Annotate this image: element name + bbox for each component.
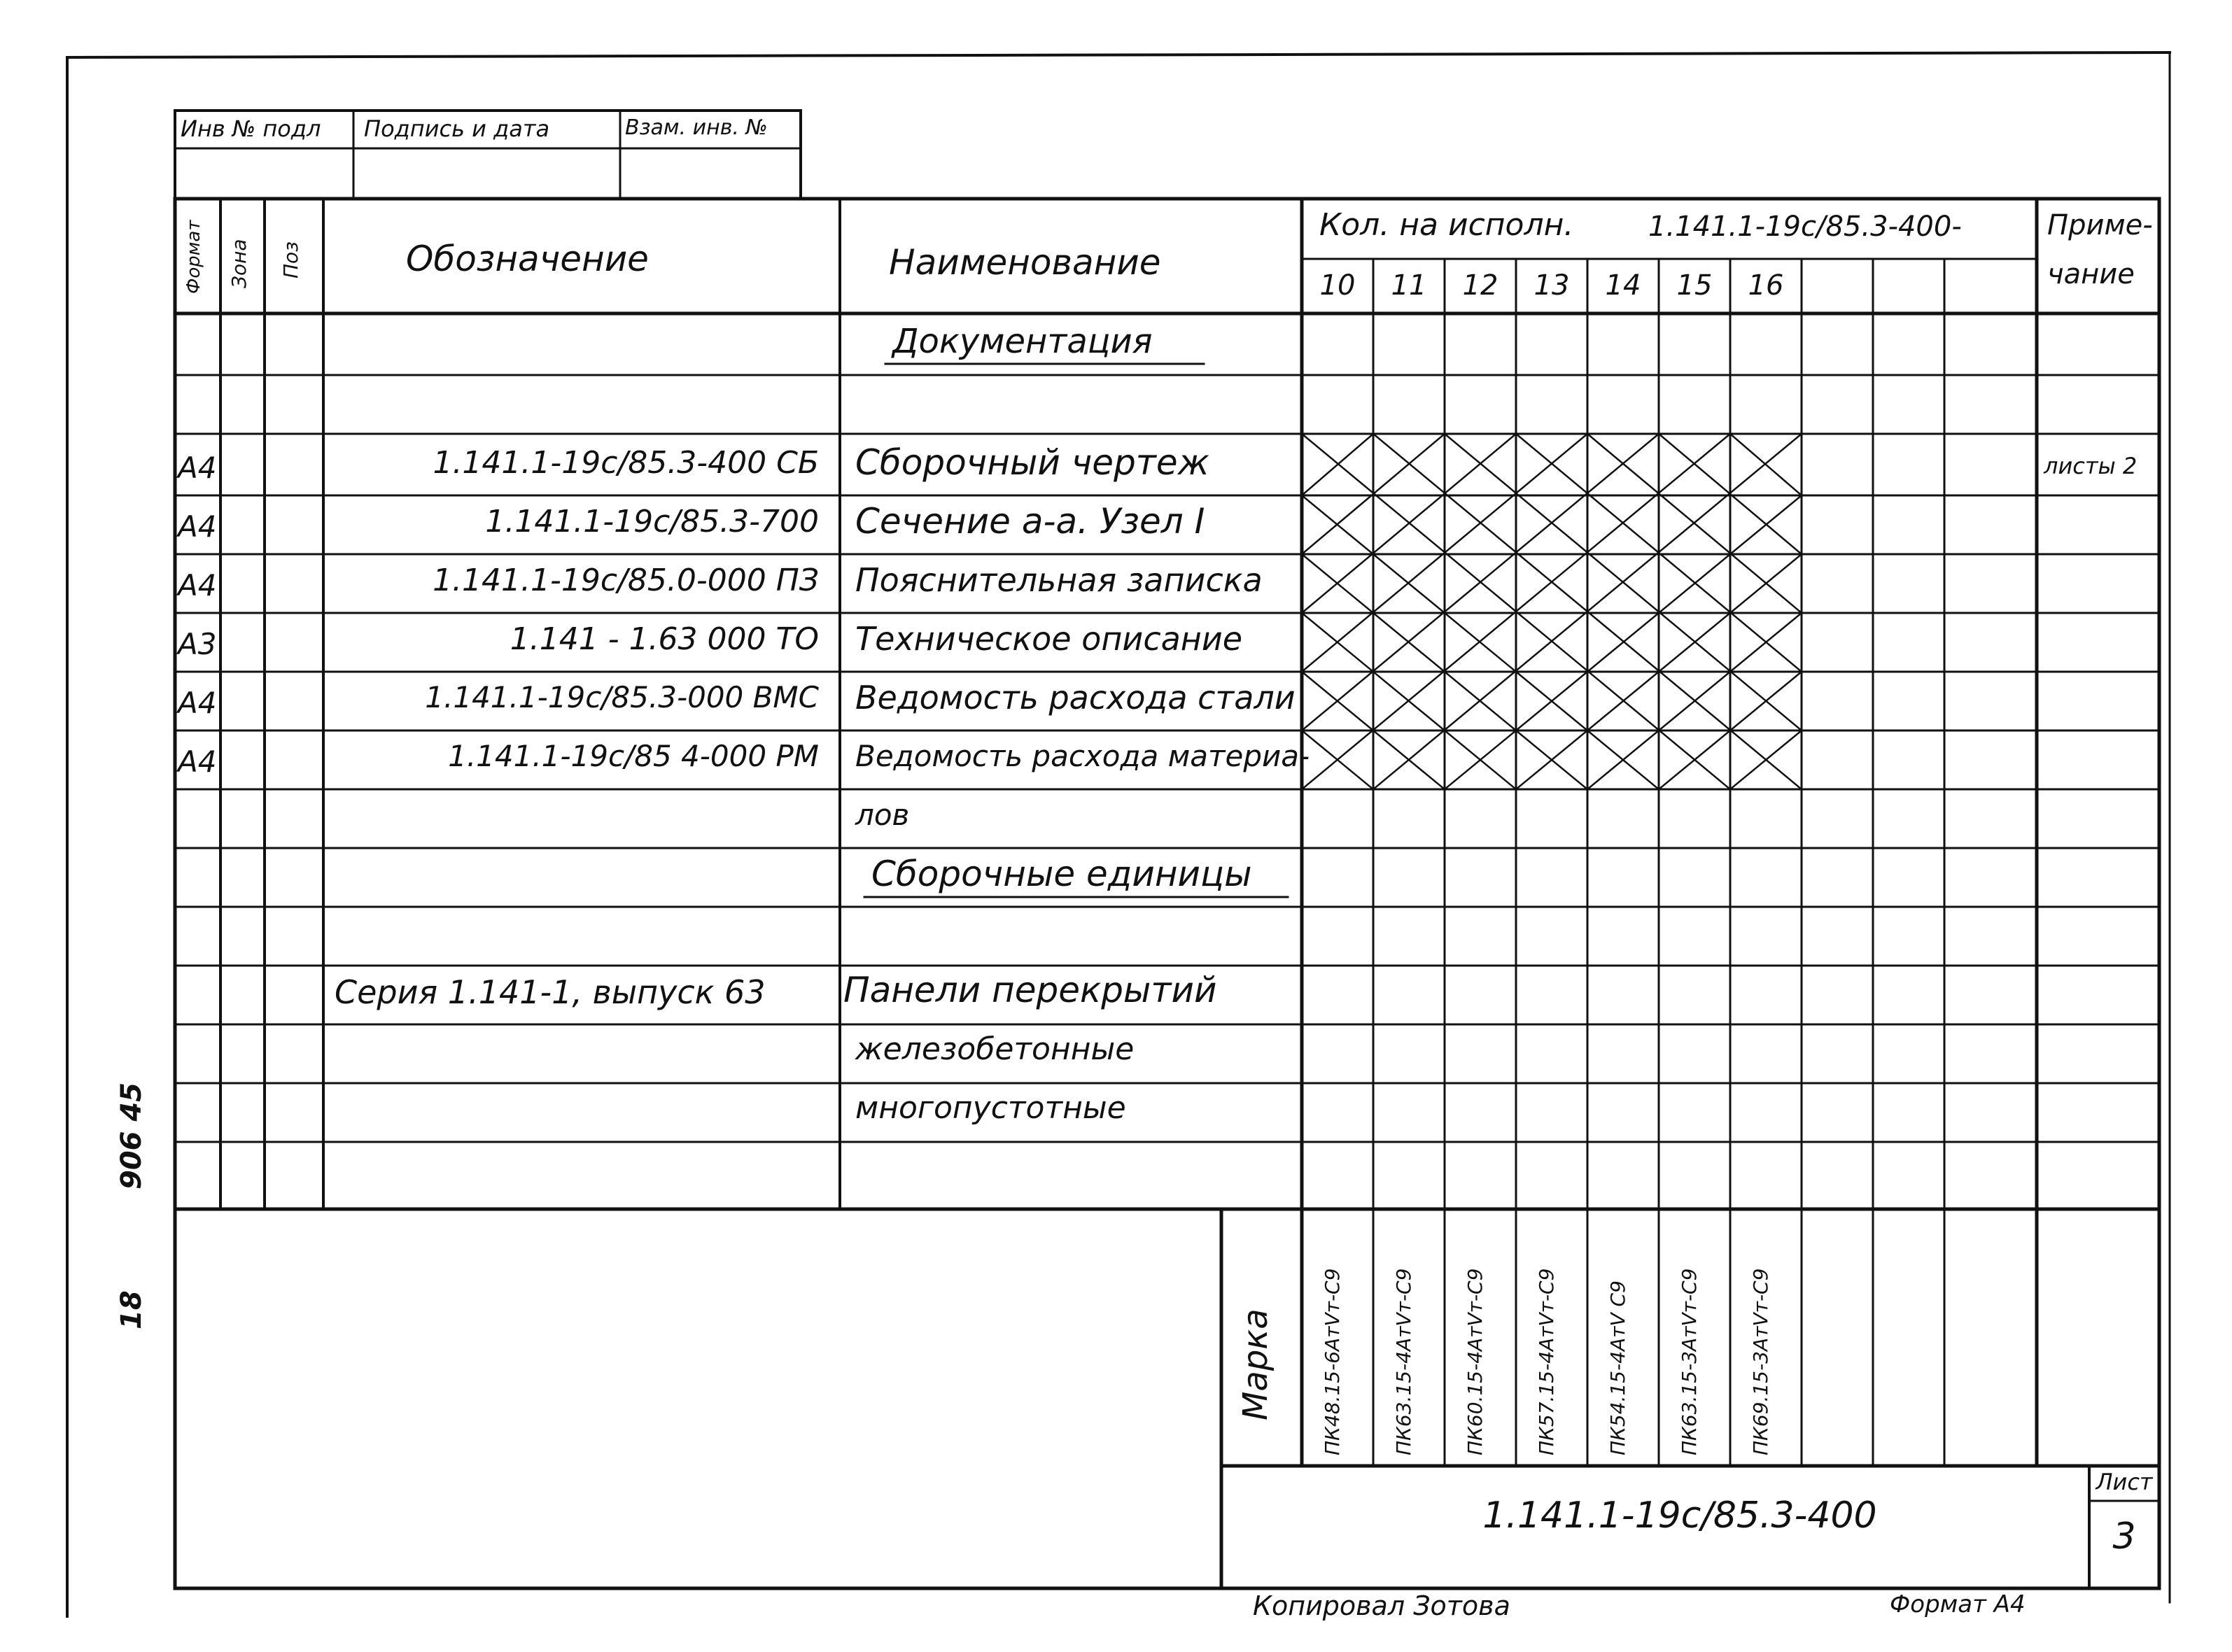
- stamp-replaced-inv: Взам. инв. №: [625, 115, 768, 140]
- row-format: А4: [178, 744, 217, 779]
- doc-code: 1.141.1-19с/85.3-400: [1482, 1495, 1877, 1537]
- margin-page: 18: [115, 1290, 148, 1329]
- row-format: А4: [178, 509, 217, 544]
- row-designation: 1.141.1-19с/85 4-000 РМ: [448, 739, 819, 773]
- row-designation: 1.141.1-19с/85.0-000 ПЗ: [433, 563, 819, 598]
- header-qty-code: 1.141.1-19с/85.3-400-: [1648, 211, 1962, 243]
- row-note: листы 2: [2044, 453, 2138, 479]
- sheet-number: 3: [2112, 1516, 2136, 1558]
- header-qty-title: Кол. на исполн.: [1319, 207, 1574, 243]
- row-name: Техническое описание: [855, 620, 1243, 658]
- row-designation: 1.141.1-19с/85.3-700: [485, 504, 819, 539]
- row-name: Сборочный чертеж: [855, 442, 1209, 483]
- series-name-line: железобетонные: [855, 1031, 1135, 1067]
- section-documentation: Документация: [892, 322, 1153, 361]
- header-zone: Зона: [227, 239, 251, 288]
- row-name: Пояснительная записка: [855, 561, 1263, 599]
- header-note-line2: чание: [2047, 258, 2135, 290]
- mark-item: ПК69.15-3АтVт-С9: [1749, 1268, 1772, 1455]
- row-name: Ведомость расхода стали: [855, 679, 1296, 716]
- header-pos: Поз: [279, 241, 302, 278]
- stamp-inv-no: Инв № подл: [181, 115, 321, 142]
- mark-item: ПК60.15-4АтVт-С9: [1464, 1268, 1487, 1455]
- mark-item: ПК48.15-6АтVт-С9: [1321, 1268, 1344, 1455]
- mark-item: ПК57.15-4АтVт-С9: [1535, 1268, 1558, 1455]
- footer-copied: Копировал Зотова: [1253, 1590, 1510, 1621]
- row-designation: 1.141.1-19с/85.3-000 ВМС: [425, 680, 819, 714]
- row-format: А4: [178, 568, 217, 602]
- row-designation: 1.141.1-19с/85.3-400 СБ: [433, 445, 819, 481]
- row-format: А3: [178, 627, 217, 661]
- mark-item: ПК63.15-4АтVт-С9: [1392, 1268, 1415, 1455]
- header-name: Наименование: [889, 242, 1161, 283]
- footer-format: Формат А4: [1890, 1590, 2026, 1618]
- mark-item: ПК54.15-4АтV С9: [1606, 1280, 1629, 1455]
- variant-label: 14: [1605, 269, 1641, 302]
- variant-label: 13: [1533, 269, 1570, 302]
- row-format: А4: [178, 451, 217, 485]
- variant-label: 15: [1676, 269, 1713, 302]
- variant-label: 10: [1319, 269, 1356, 302]
- section-assembly-units: Сборочные единицы: [871, 854, 1252, 894]
- mark-item: ПК63.15-3АтVт-С9: [1678, 1268, 1701, 1455]
- series-name-line: Панели перекрытий: [843, 970, 1217, 1010]
- variant-label: 11: [1391, 269, 1427, 302]
- series-name-line: многопустотные: [855, 1090, 1126, 1126]
- header-designation: Обозначение: [406, 239, 649, 279]
- stamp-signature-date: Подпись и дата: [364, 115, 550, 142]
- row-name: Ведомость расхода материа-: [855, 739, 1310, 773]
- row-format: А4: [178, 686, 217, 720]
- header-format: Формат: [183, 220, 204, 294]
- series-designation: Серия 1.141-1, выпуск 63: [335, 973, 766, 1011]
- row-name: Сечение а-а. Узел I: [855, 501, 1205, 542]
- header-note-line1: Приме-: [2047, 209, 2153, 241]
- row-designation: 1.141 - 1.63 000 ТО: [510, 621, 819, 657]
- marks-label: Марка: [1236, 1308, 1275, 1420]
- sheet-label: Лист: [2096, 1469, 2153, 1495]
- variant-label: 12: [1462, 269, 1498, 302]
- row-name-continuation: лов: [855, 798, 910, 832]
- margin-archive-no: 906 45: [115, 1082, 148, 1189]
- variant-label: 16: [1748, 269, 1784, 302]
